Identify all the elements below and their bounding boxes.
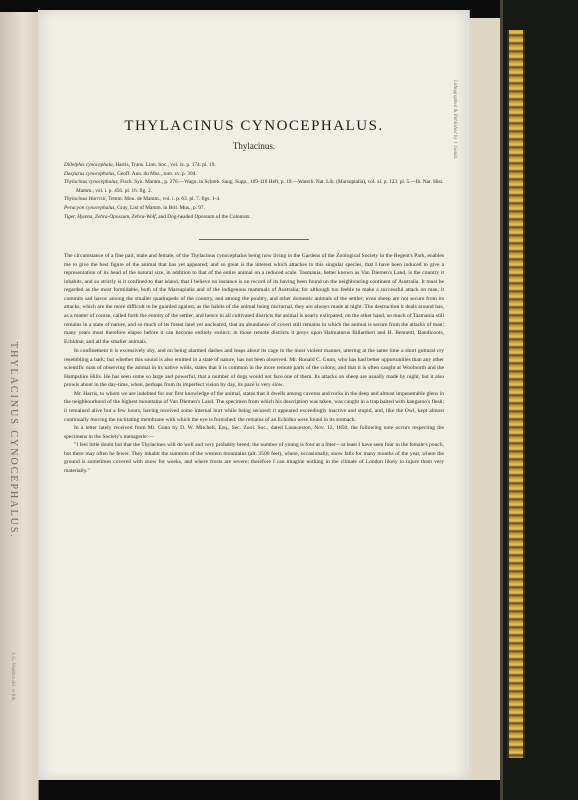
gilt-border-ornament (507, 30, 525, 758)
page-subtitle: Thylacinus. (232, 141, 276, 151)
synonym-entry (64, 195, 444, 204)
synonym-entry (64, 170, 444, 179)
left-page-foot-note: J. G. Waddon del. et lith. (10, 652, 15, 702)
body-paragraph: In confinement it is excessively shy, and on being alarmed dashes and leaps about its cage in the most violent manner, uttering at the same time a short guttural cry resembling a bark; but whether this sound is also emitted in a state of nature, has not been observed. Mr. Ronald C. Gunn, who has had better opportunities than any other scientific man of observing the animal in its native wilds, states that it is common in the more remote parts of the colony, and that it is often caught at Woolnorth and the Hampshire Hills. He has seen some so large and powerful, that a number of dogs would not face one of them. Its attacks on sheep are usually made by night, but it also prowls about in the day-time, when, perhaps from its imperfect vision by day, its pace is very slow. (64, 348, 444, 389)
synonym-name: Tiger, Hyæna, Zebra-Opossum, Zebra-Wolf, (64, 213, 157, 220)
synonym-name: Thylacinus cynocephalus, (64, 179, 119, 186)
page-edges (469, 18, 503, 780)
page-title: THYLACINUS CYNOCEPHALUS. (124, 118, 384, 134)
synonym-name: Thylacinus Harrisii, (64, 196, 107, 203)
synonym-reference: and Dog-headed Opossum of the Colonists. (158, 213, 251, 220)
synonym-reference: Harris, Trans. Linn. Soc., vol. ix. p. 174. pl. 19. (115, 162, 216, 168)
body-paragraph: Mr. Harris, to whom we are indebted for our first knowledge of the animal, states that it dwells among caverns and rocks in the deep and almost impenetrable glens in the neighbourhood of the highest mountains of Van Diemen's Land. The specimen from which his description was taken, was caught in a trap baited with kangaroo's flesh; it remained alive but a few hours, having received some internal hurt while being secured; it appeared exceedingly inactive and stupid, and, like the Owl, kept almost continually moving the nictitating membrane with which the eye is furnished: the remains of an Echidna were found in its stomach. (64, 390, 444, 423)
synonym-entry (64, 161, 444, 170)
quoted-letter: "I feel little doubt but that the Thylacines will do well and very probably breed; the number of young is four at a litter—at least I have seen four in the female's pouch, but there may often be fewer. They inhabit the summits of the western mountains (alt. 3500 feet), where, occasionally, snow falls for many months of the year, where the ground is sometimes covered with snow for weeks, and where frosts are severe; therefore I can imagine nothing in the climate of London likely to injure them very materially." (64, 442, 444, 474)
synonym-entry (64, 213, 444, 222)
synonym-name: Didelphis cynocephala, (64, 162, 115, 168)
left-page (0, 12, 39, 800)
body-text (64, 252, 444, 475)
body-paragraph: In a letter lately received from Mr. Gunn by D. W. Mitchell, Esq., Sec. Zool. Soc., dated Launceston, Nov. 12, 1850, the following note occurs respecting the specimens in the Society's menagerie:— (64, 425, 444, 440)
synonym-reference: Temm. Mon. de Mamm., vol. i. p. 63. pl. 7. figs. 1-4. (108, 196, 221, 203)
synonym-entry (64, 178, 444, 195)
section-divider (199, 239, 309, 240)
synonym-entry (64, 204, 444, 213)
left-page-running-title: THYLACINUS CYNOCEPHALUS. (8, 342, 19, 539)
synonym-reference: Gray, List of Mamm. in Brit. Mus., p. 97. (117, 204, 205, 211)
body-paragraph: The circumstance of a fine pair, male and female, of the Thylacinus cynocephalus being now living in the Gardens of the Zoological Society in the Regent's Park, enables me to give the best figure of the animal that has yet appeared; and so great is the interest which attaches to this singular species, that I have been induced to give a representation of its head of the natural size, in addition to that of the entire animal on a reduced scale. Tasmania, better known as Van Diemen's Land, is the country it inhabits, and so strictly is it confined to that island, that I believe no instance is on record of its having been found on the neighbouring continent of Australia. It must be regarded as the most formidable, both of the Marsupialia and of the indigenous mammals of Australia; for although too feeble to make a successful attack on man, it commits sad havoc among the smaller quadrupeds of the country, and among the poultry, and other domestic animals of the settler; even sheep are not secure from its attacks, which are the more difficult to be guarded against, as the habits of the animal being nocturnal, they are always made at night. The destruction it deals around has, as a matter of course, called forth the enmity of the settler, and hence in all cultivated districts the animal is nearly extirpated; on the other hand, so much of Tasmania still remains in a state of nature, and so much of its forest land yet uncleared, that an abundance of covert still remains in which the animal is secure from the attacks of man; many years must therefore elapse before it can become entirely extinct; in those remote districts it preys upon Halmaturus Billardieri and H. Bennetti, Bandicoots, Echidnæ, and all the smaller animals. (64, 253, 444, 345)
margin-note: Lithographed & Published by J. Gould. (452, 80, 457, 160)
synonym-reference: Fisch. Syn. Mamm., p. 270.—Wagn. in Schreb. Saug. Supp., 109-110 Heft, p. 19.—Waterh. Nat. Lib. (Marsupialia), vol. xi. p. 123. pl. 5.—Ib. Nat. Hist. Mamm., vol. i. p. 456. pl. 16. fig. 2. (76, 179, 444, 194)
synonym-reference: Geoff. Ann. du Mus., tom. xv. p. 304. (117, 170, 197, 177)
synonym-name: Dasyurus cynocephalus, (64, 170, 116, 177)
synonym-name: Peracyon cynocephalus, (64, 204, 116, 211)
page-content (64, 118, 444, 475)
synonymy-list (64, 161, 444, 221)
